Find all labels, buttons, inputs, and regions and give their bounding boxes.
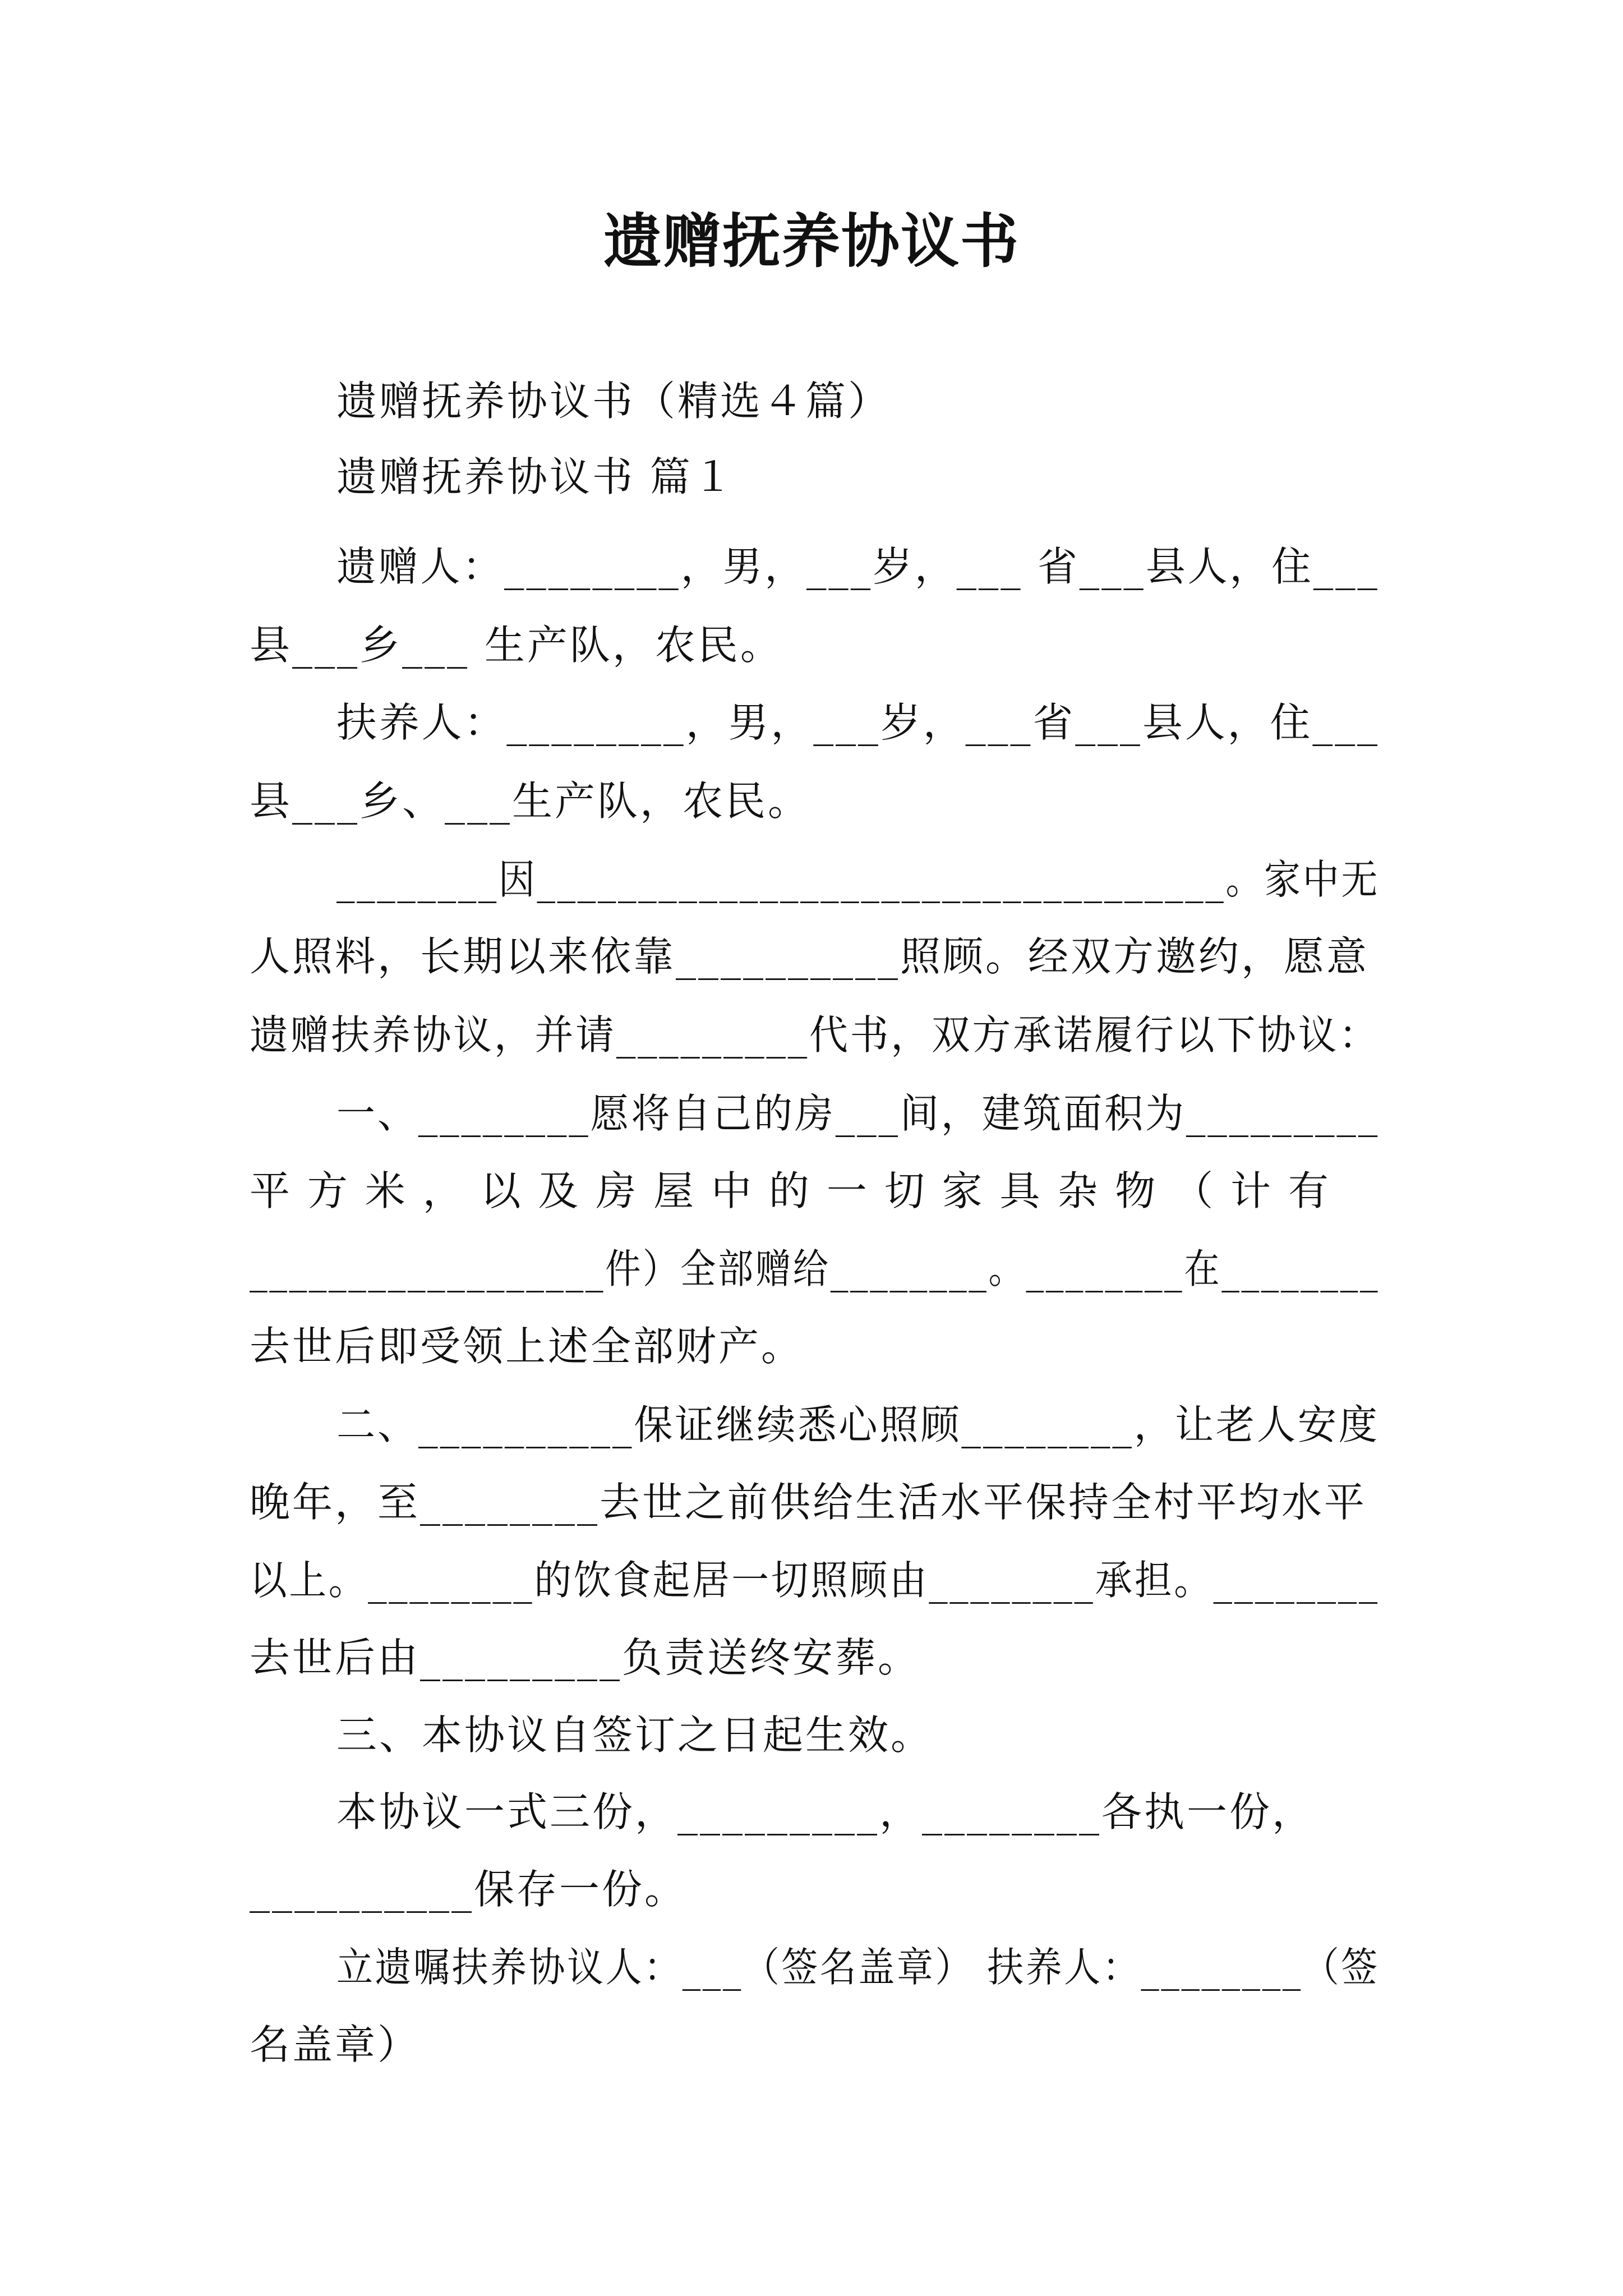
body-line: 遗赠抚养协议书 篇１ <box>336 453 735 500</box>
body-line: 三、本协议自签订之日起生效。 <box>336 1711 934 1759</box>
body-line: 遗赠扶养协议，并请_________代书，双方承诺履行以下协议： <box>250 1011 1380 1059</box>
body-line: __________保存一份。 <box>250 1866 688 1913</box>
body-line: 县___乡___ 生产队，农民。 <box>250 622 783 669</box>
body-line: 去世后即受领上述全部财产。 <box>250 1323 804 1370</box>
body-line: __________________件）全部赠给________。________在________ <box>250 1245 1380 1292</box>
body-line: 本协议一式三份，_________，________各执一份， <box>336 1788 1315 1835</box>
body-line: 立遗嘱扶养协议人：___（签名盖章） 扶养人：________（签 <box>336 1944 1380 1991</box>
body-line: 晚年，至________去世之前供给生活水平保持全村平均水平 <box>250 1479 1367 1526</box>
body-line: 县___乡、___生产队，农民。 <box>250 777 811 825</box>
body-line: 遗赠人：________，男，___岁，___ 省___县人，住___ <box>336 543 1380 590</box>
body-line: 二、__________保证继续悉心照顾________，让老人安度 <box>336 1401 1380 1448</box>
body-line: 名盖章） <box>250 2021 421 2068</box>
body-line: 一、________愿将自己的房___间，建筑面积为_________ <box>336 1090 1380 1137</box>
body-line: 扶养人：________，男，___岁，___省___县人，住___ <box>336 699 1380 746</box>
body-line: 以上。________的饮食起居一切照顾由________承担。________ <box>250 1557 1380 1604</box>
body-line: 去世后由_________负责送终安葬。 <box>250 1634 921 1681</box>
body-line: 人照料，长期以来依靠__________照顾。经双方邀约，愿意 <box>250 933 1370 980</box>
body-line: 平 方 米 ， 以 及 房 屋 中 的 一 切 家 具 杂 物 （ 计 有 <box>250 1167 1331 1214</box>
body-line: ________因__________________________________。家中无 <box>336 856 1380 903</box>
body-line: 遗赠抚养协议书（精选４篇） <box>336 378 891 425</box>
document-title: 遗赠抚养协议书 <box>603 206 1020 275</box>
